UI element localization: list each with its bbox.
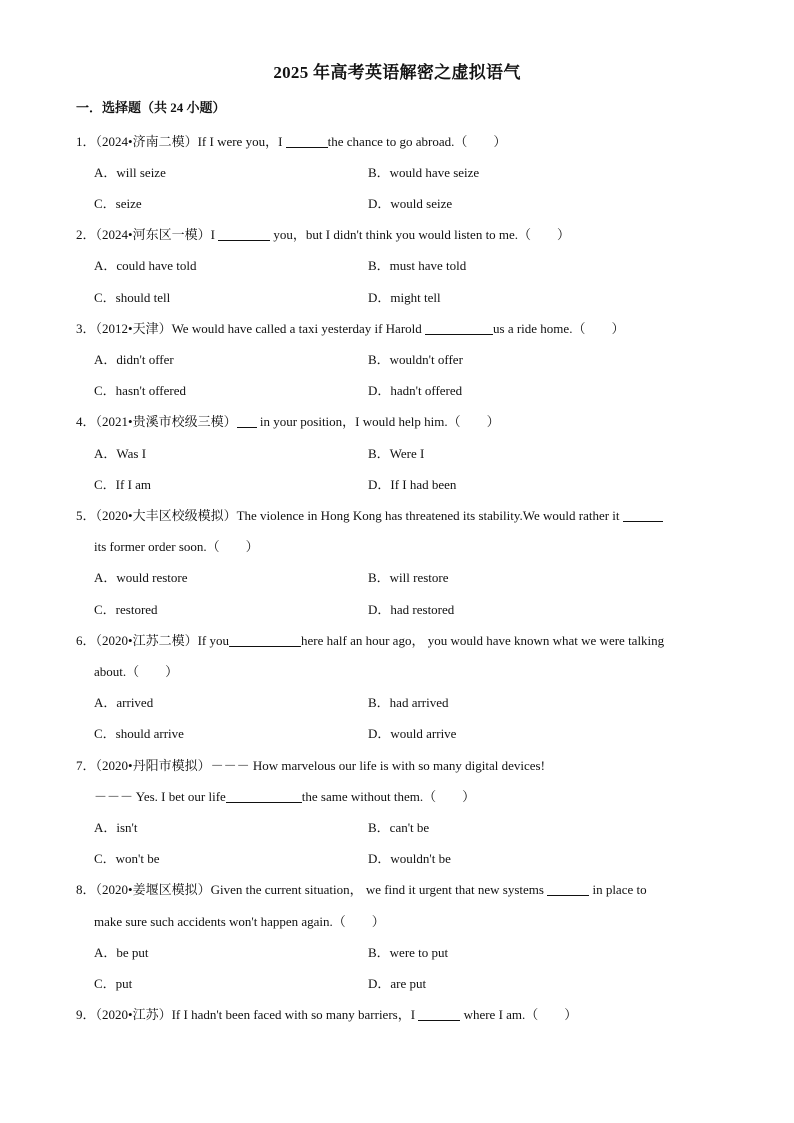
answer-blank — [229, 634, 301, 647]
question-1-option-a: A．will seize — [94, 165, 166, 180]
answer-blank — [418, 1008, 460, 1021]
question-2-option-c: C．should tell — [94, 290, 171, 305]
question-8-option-c: C．put — [94, 976, 133, 991]
question-7-option-d: D．wouldn't be — [368, 851, 451, 866]
question-3-option-d: D．hadn't offered — [368, 383, 463, 398]
question-8-continuation: make sure such accidents won't happen again.（ ） — [94, 914, 385, 929]
question-7-continuation: －－－ Yes. I bet our life the same without them.（ ） — [94, 789, 476, 804]
section-heading: 一．选择题（共 24 小题） — [76, 100, 226, 115]
question-7-option-c: C．won't be — [94, 851, 160, 866]
question-8-stem: 8．（2020•姜堰区模拟）Given the current situation， we find it urgent that new systems in place to — [76, 882, 647, 897]
question-2-option-b: B．must have told — [368, 258, 467, 273]
question-7-option-a: A．isn't — [94, 820, 138, 835]
question-5-option-a: A．would restore — [94, 570, 188, 585]
question-8-option-a: A．be put — [94, 945, 149, 960]
question-6-option-c: C．should arrive — [94, 726, 184, 741]
answer-blank — [623, 509, 663, 522]
question-2-option-d: D．might tell — [368, 290, 441, 305]
question-8-option-d: D．are put — [368, 976, 427, 991]
answer-blank — [547, 883, 589, 896]
question-6-stem: 6．（2020•江苏二模）If you here half an hour ago， you would have known what we were talking — [76, 633, 665, 648]
page-title: 2025 年高考英语解密之虚拟语气 — [273, 63, 521, 82]
question-5-option-b: B．will restore — [368, 570, 449, 585]
question-4-option-d: D．If I had been — [368, 477, 457, 492]
question-6-option-a: A．arrived — [94, 695, 154, 710]
question-3-option-a: A．didn't offer — [94, 352, 174, 367]
question-3-stem: 3．（2012•天津）We would have called a taxi yesterday if Harold us a ride home.（ ） — [76, 321, 625, 336]
question-1-stem: 1．（2024•济南二模）If I were you，I the chance to go abroad.（ ） — [76, 134, 507, 149]
question-9-stem: 9．（2020•江苏）If I hadn't been faced with so many barriers，I where I am.（ ） — [76, 1007, 578, 1022]
question-4-stem: 4．（2021•贵溪市校级三模） in your position，I would help him.（ ） — [76, 414, 500, 429]
answer-blank — [237, 415, 257, 428]
question-7-option-b: B．can't be — [368, 820, 430, 835]
question-1-option-c: C．seize — [94, 196, 142, 211]
question-4-option-a: A．Was I — [94, 446, 147, 461]
question-8-option-b: B．were to put — [368, 945, 449, 960]
answer-blank — [218, 228, 270, 241]
question-6-option-d: D．would arrive — [368, 726, 457, 741]
question-5-option-c: C．restored — [94, 602, 158, 617]
question-4-option-b: B．Were I — [368, 446, 425, 461]
answer-blank — [226, 790, 302, 803]
question-1-option-b: B．would have seize — [368, 165, 480, 180]
question-3-option-c: C．hasn't offered — [94, 383, 186, 398]
question-3-option-b: B．wouldn't offer — [368, 352, 463, 367]
question-5-stem: 5．（2020•大丰区校级模拟）The violence in Hong Kong has threatened its stability.We would rather it — [76, 505, 663, 524]
question-6-continuation: about.（ ） — [94, 664, 179, 679]
question-6-option-b: B．had arrived — [368, 695, 449, 710]
answer-blank — [425, 322, 493, 335]
question-2-option-a: A．could have told — [94, 258, 197, 273]
question-5-option-d: D．had restored — [368, 602, 455, 617]
question-5-continuation: its former order soon.（ ） — [94, 539, 259, 554]
question-1-option-d: D．would seize — [368, 196, 453, 211]
question-2-stem: 2．（2024•河东区一模）I you，but I didn't think you would listen to me.（ ） — [76, 227, 571, 242]
question-4-option-c: C．If I am — [94, 477, 152, 492]
question-7-stem: 7．（2020•丹阳市模拟）－－－ How marvelous our life is with so many digital devices! — [76, 758, 545, 773]
answer-blank — [286, 135, 328, 148]
